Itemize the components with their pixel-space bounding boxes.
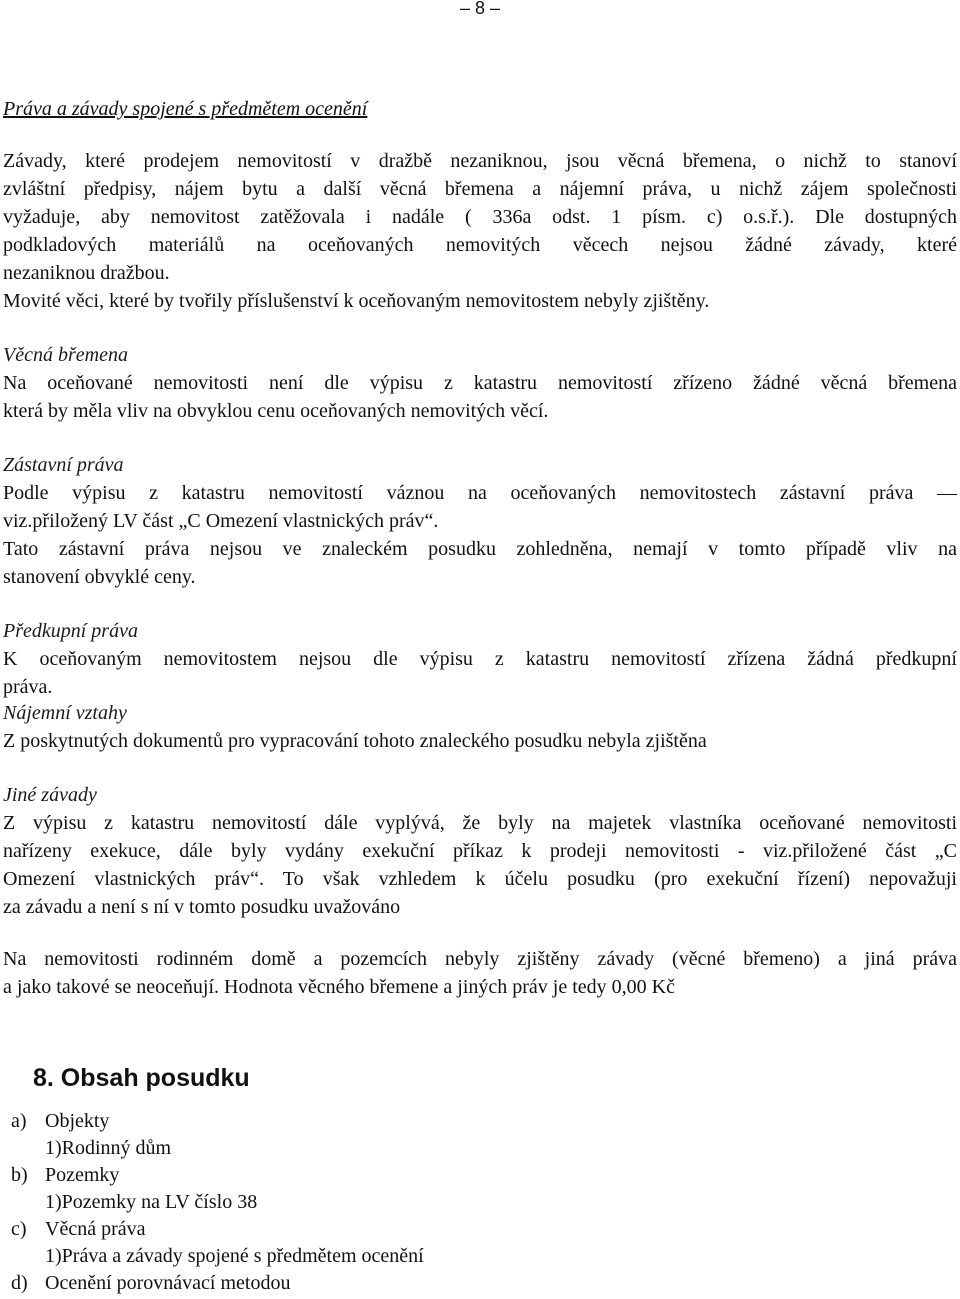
toc-marker: a) [11,1110,27,1132]
paragraph-line: K oceňovaným nemovitostem nejsou dle výpisu z katastru nemovitostí zřízena žádná předkupní [3,648,957,670]
toc-item-objects: Objekty [45,1110,110,1132]
paragraph-line: nařízeny exekuce, dále byly vydány exekuční příkaz k prodeji nemovitosti - viz.přiložené část „C [3,840,957,862]
toc-item-rights: Věcná práva [45,1218,146,1240]
paragraph-line: viz.přiložený LV část „C Omezení vlastnických práv“. [3,510,439,532]
paragraph-line: zvláštní předpisy, nájem bytu a další věcná břemena a nájemní práva, u nichž zájem společnosti [3,178,957,200]
toc-subitem: 1)Pozemky na LV číslo 38 [45,1191,258,1213]
section-title-rights: Práva a závady spojené s předmětem ocenění [3,98,368,120]
contents-title: 8. Obsah posudku [33,1064,250,1092]
paragraph-line: Z výpisu z katastru nemovitostí dále vyplývá, že byly na majetek vlastníka oceňované nemovitosti [3,812,957,834]
paragraph-line: a jako takové se neoceňují. Hodnota věcného břemene a jiných práv je tedy 0,00 Kč [3,976,675,998]
paragraph-line: vyžaduje, aby nemovitost zatěžovala i nadále ( 336a odst. 1 písm. c) o.s.ř.). Dle dostupných [3,206,957,228]
paragraph-line: stanovení obvyklé ceny. [3,566,196,588]
toc-marker: d) [11,1272,28,1294]
paragraph-line: Tato zástavní práva nejsou ve znaleckém posudku zohledněna, nemají v tomto případě vliv na [3,538,957,560]
paragraph-line: Movité věci, které by tvořily příslušenství k oceňovaným nemovitostem nebyly zjištěny. [3,290,710,312]
paragraph-line: Na nemovitosti rodinném domě a pozemcích nebyly zjištěny závady (věcné břemeno) a jiná práva [3,948,957,970]
paragraph-line: Závady, které prodejem nemovitostí v dražbě nezaniknou, jsou věcná břemena, o nichž to stanoví [3,150,957,172]
page-number: – 8 – [459,0,501,18]
subheading-preemption: Předkupní práva [3,620,138,642]
paragraph-line: Z poskytnutých dokumentů pro vypracování tohoto znaleckého posudku nebyla zjištěna [3,730,707,752]
subheading-easements: Věcná břemena [3,344,128,366]
toc-item-valuation: Ocenění porovnávací metodou [45,1272,291,1294]
paragraph-line: Omezení vlastnických práv“. To však vzhledem k účelu posudku (pro exekuční řízení) nepovažuji [3,868,957,890]
toc-subitem: 1)Práva a závady spojené s předmětem ocenění [45,1245,424,1267]
toc-item-land: Pozemky [45,1164,120,1186]
subheading-leases: Nájemní vztahy [3,702,127,724]
paragraph-line: Podle výpisu z katastru nemovitostí váznou na oceňovaných nemovitostech zástavní práva — [3,482,957,504]
paragraph-line: která by měla vliv na obvyklou cenu oceňovaných nemovitých věcí. [3,400,549,422]
toc-marker: c) [11,1218,27,1240]
subheading-liens: Zástavní práva [3,454,124,476]
paragraph-line: Na oceňované nemovitosti není dle výpisu z katastru nemovitostí zřízeno žádné věcná břemena [3,372,957,394]
paragraph-line: nezaniknou dražbou. [3,262,170,284]
paragraph-line: podkladových materiálů na oceňovaných nemovitých věcech nejsou žádné závady, které [3,234,957,256]
toc-marker: b) [11,1164,28,1186]
toc-subitem: 1)Rodinný dům [45,1137,172,1159]
paragraph-line: práva. [3,676,53,698]
paragraph-line: za závadu a není s ní v tomto posudku uvažováno [3,896,401,918]
subheading-other-defects: Jiné závady [3,784,97,806]
